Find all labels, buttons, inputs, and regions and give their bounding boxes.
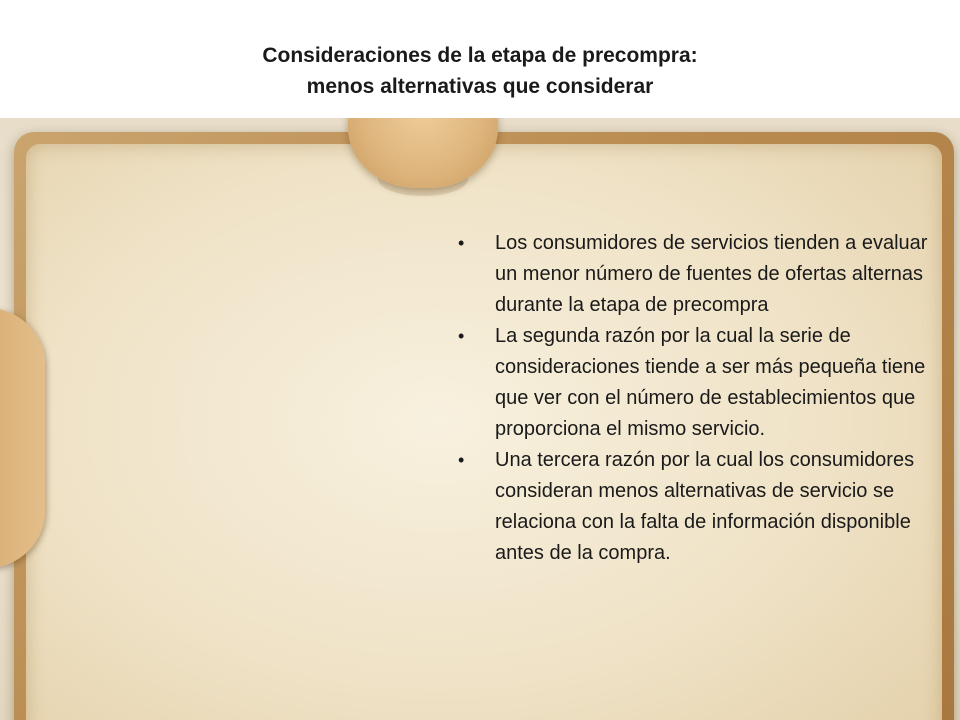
bullet-text: Una tercera razón por la cual los consumidores consideran menos alternativas de servicio se relaciona con la falta de información disponible antes de la compra. [495, 449, 915, 564]
title-line-1: Consideraciones de la etapa de precompra: [262, 44, 698, 67]
bullet-item [458, 228, 928, 321]
bullet-icon: • [458, 450, 465, 470]
left-hand-picture [0, 308, 45, 568]
bullet-list [458, 228, 928, 569]
bullet-text: La segunda razón por la cual la serie de consideraciones tiende a ser más pequeña tiene que ver con el número de establecimientos que proporciona el mismo servicio. [495, 325, 926, 440]
bullet-item [458, 321, 928, 445]
bullet-icon: • [458, 326, 465, 346]
bullet-item [458, 445, 928, 569]
title-line-2: menos alternativas que considerar [306, 75, 654, 98]
slide-title [0, 40, 960, 102]
bullet-text: Los consumidores de servicios tienden a evaluar un menor número de fuentes de ofertas alternas durante la etapa de precompra [495, 232, 928, 316]
bullet-icon: • [458, 233, 465, 253]
